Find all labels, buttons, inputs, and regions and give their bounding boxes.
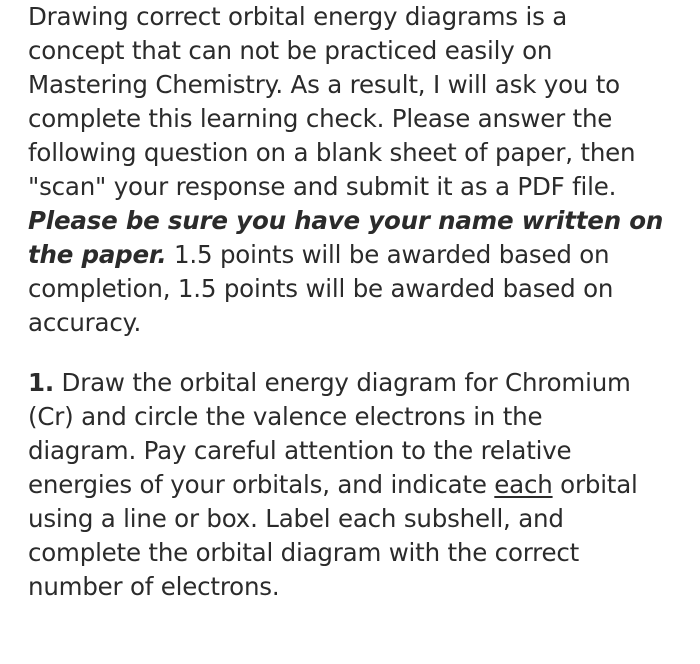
underlined-word: each — [494, 470, 553, 499]
text-line: complete the orbital diagram with the correct — [28, 538, 580, 567]
question-text: orbital — [552, 470, 638, 499]
points-text: 1.5 points will be awarded based on — [166, 240, 610, 269]
text-line: completion, 1.5 points will be awarded based on — [28, 274, 614, 303]
question-number: 1. — [28, 368, 54, 397]
paragraph-gap — [28, 340, 688, 366]
question-text: energies of your orbitals, and indicate — [28, 470, 495, 499]
question-paragraph — [28, 366, 688, 604]
text-line: using a line or box. Label each subshell, and — [28, 504, 564, 533]
text-line — [28, 366, 688, 400]
text-line: diagram. Pay careful attention to the relative — [28, 436, 572, 465]
text-line: accuracy. — [28, 308, 142, 337]
text-line: Mastering Chemistry. As a result, I will ask you to — [28, 70, 620, 99]
text-line — [28, 238, 688, 272]
document-body — [28, 0, 688, 604]
text-line: number of electrons. — [28, 572, 280, 601]
text-line: following question on a blank sheet of paper, then — [28, 138, 636, 167]
text-line: Drawing correct orbital energy diagrams is a — [28, 2, 568, 31]
question-text: Draw the orbital energy diagram for Chromium — [53, 368, 631, 397]
text-line: complete this learning check. Please answer the — [28, 104, 613, 133]
text-line — [28, 468, 688, 502]
text-line: concept that can not be practiced easily on — [28, 36, 553, 65]
name-reminder-end: the paper. — [28, 240, 167, 269]
text-line: "scan" your response and submit it as a PDF file. — [28, 172, 617, 201]
name-reminder-line: Please be sure you have your name written on — [28, 206, 664, 235]
instructions-paragraph — [28, 0, 688, 340]
text-line: (Cr) and circle the valence electrons in the — [28, 402, 543, 431]
